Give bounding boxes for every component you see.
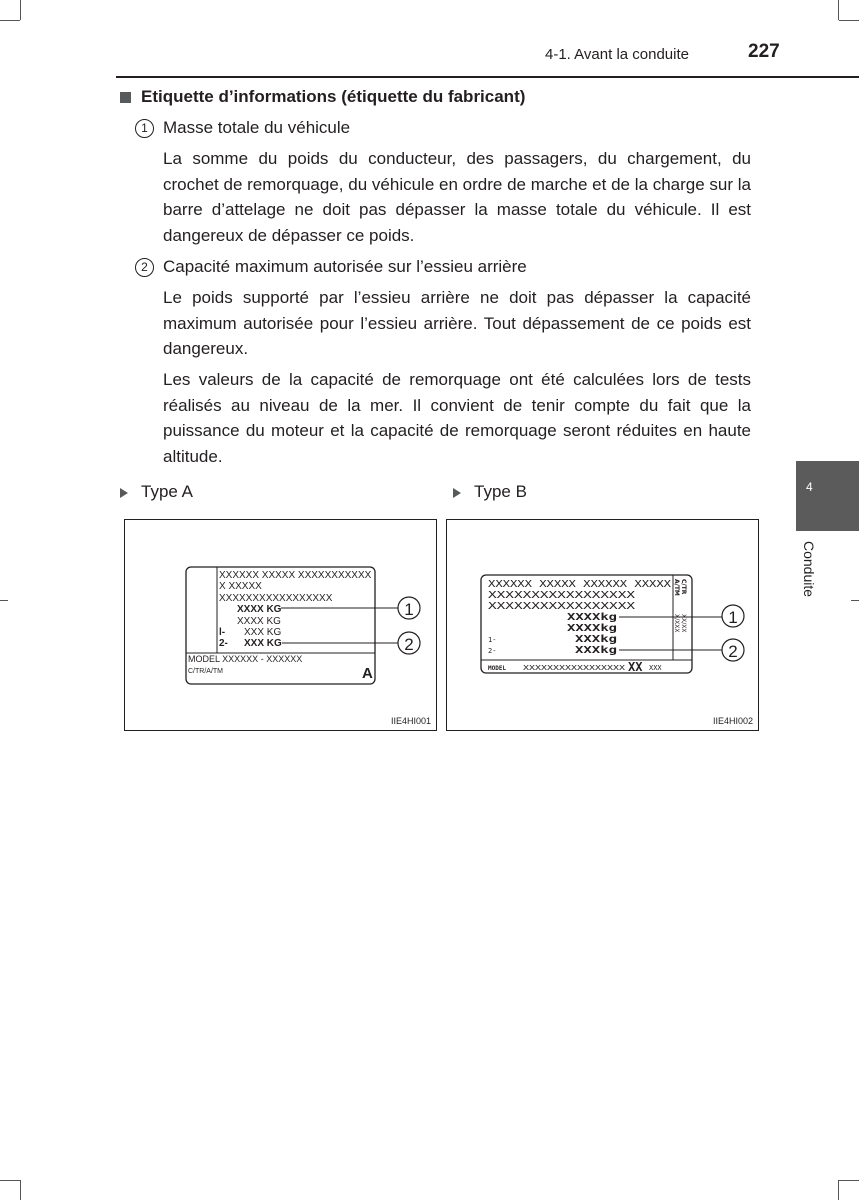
crop-mark [20, 1180, 21, 1200]
callout-number: 2 [404, 635, 414, 654]
crop-mark [851, 600, 859, 601]
triangle-bullet-icon [453, 488, 461, 498]
callout-number: 1 [728, 608, 738, 627]
figure-code: IIE4HI002 [712, 716, 753, 726]
label-line-prefix: l- [219, 627, 226, 638]
label-line-prefix: 2- [488, 647, 497, 655]
label-line: XXXXkg [567, 623, 617, 634]
label-ctr: C/TR/A/TM [188, 668, 223, 675]
label-line: XXXXXXXXXXXXXXXXX [488, 601, 635, 612]
figure-type-label: Type B [474, 482, 527, 501]
section-title: Etiquette d’informations (étiquette du fabricant) [141, 87, 526, 106]
crop-mark [20, 0, 21, 20]
page-number: 227 [748, 41, 780, 62]
label-side-code: X/XXX [673, 614, 680, 633]
triangle-bullet-icon [120, 488, 128, 498]
figure-code: IIE4HI001 [390, 716, 431, 726]
label-line: XXXXXX XXXXX XXXXXXXXXXX [219, 570, 372, 581]
item-number-circle: 1 [135, 119, 154, 138]
chapter-tab-number: 4 [806, 480, 813, 494]
item-paragraph: Le poids supporté par l’essieu arrière ne doit pas dépasser la capacité maximum autorisée pour l’essieu arrière. Tout dépassement de ce poids est dangereux. [163, 288, 751, 359]
label-model-suffix: XX [628, 660, 643, 674]
label-illustration-type-a [125, 520, 436, 730]
figure-type-label: Type A [141, 482, 193, 501]
chapter-tab [796, 461, 859, 531]
header-section-title: 4-1. Avant la conduite [545, 46, 689, 63]
label-line: X XXXXX [219, 581, 262, 592]
label-model-value: XXXXXXXXXXXXXXXXX [523, 664, 627, 672]
label-line: XXXXXXXXXXXXXXXXX [219, 593, 333, 604]
crop-mark [0, 20, 20, 21]
label-model: MODEL [488, 665, 507, 672]
label-line: XXXkg [575, 634, 617, 645]
figure-type-a [124, 519, 437, 731]
label-line-prefix: 2- [219, 638, 228, 649]
figure-type-b [446, 519, 759, 731]
label-line: XXXXkg [567, 612, 617, 623]
callout-number: 1 [404, 600, 414, 619]
label-line: XXXX KG [237, 616, 281, 627]
item-paragraph: La somme du poids du conducteur, des passagers, du chargement, du crochet de remorquage, du véhicule en ordre de marche et de la charge sur la barre d’attelage ne doit pas dépasser la masse totale du véhicule. Il est dangereux de dépasser ce poids. [163, 149, 751, 246]
label-mark: A [362, 665, 373, 682]
item-label: Masse totale du véhicule [163, 118, 351, 137]
chapter-tab-label: Conduite [801, 541, 817, 598]
label-line: XXXkg [575, 645, 617, 656]
label-side-code: XX/XX [680, 614, 687, 633]
crop-mark [839, 20, 859, 21]
label-line: XXX KG [244, 627, 282, 638]
label-model-tail: XXX [649, 664, 662, 672]
crop-mark [0, 1180, 20, 1181]
item-label: Capacité maximum autorisée sur l’essieu arrière [163, 257, 527, 276]
label-model: MODEL XXXXXX - XXXXXX [188, 654, 303, 664]
item-number-circle: 2 [135, 258, 154, 277]
label-line: XXXXXXXXXXXXXXXXX [488, 590, 635, 601]
crop-mark [0, 600, 8, 601]
callout-number: 2 [728, 642, 738, 661]
square-bullet-icon [120, 92, 131, 103]
label-line: XXX KG [244, 638, 282, 649]
crop-mark [838, 0, 839, 20]
label-illustration-type-b [447, 520, 758, 730]
label-side-code: A/TM [673, 579, 680, 596]
crop-mark [838, 1180, 839, 1200]
crop-mark [839, 1180, 859, 1181]
label-line: XXXXXX XXXXX XXXXXX XXXXX [488, 579, 671, 590]
label-line-prefix: 1- [488, 636, 497, 644]
item-paragraph: Les valeurs de la capacité de remorquage ont été calculées lors de tests réalisés au niveau de la mer. Il convient de tenir compte du fait que la puissance du moteur et la capacité de remorquage seront réduites en haute altitude. [163, 370, 751, 467]
label-side-code: C/TR [680, 579, 687, 595]
header-rule [116, 76, 859, 78]
label-line: XXXX KG [237, 604, 282, 615]
